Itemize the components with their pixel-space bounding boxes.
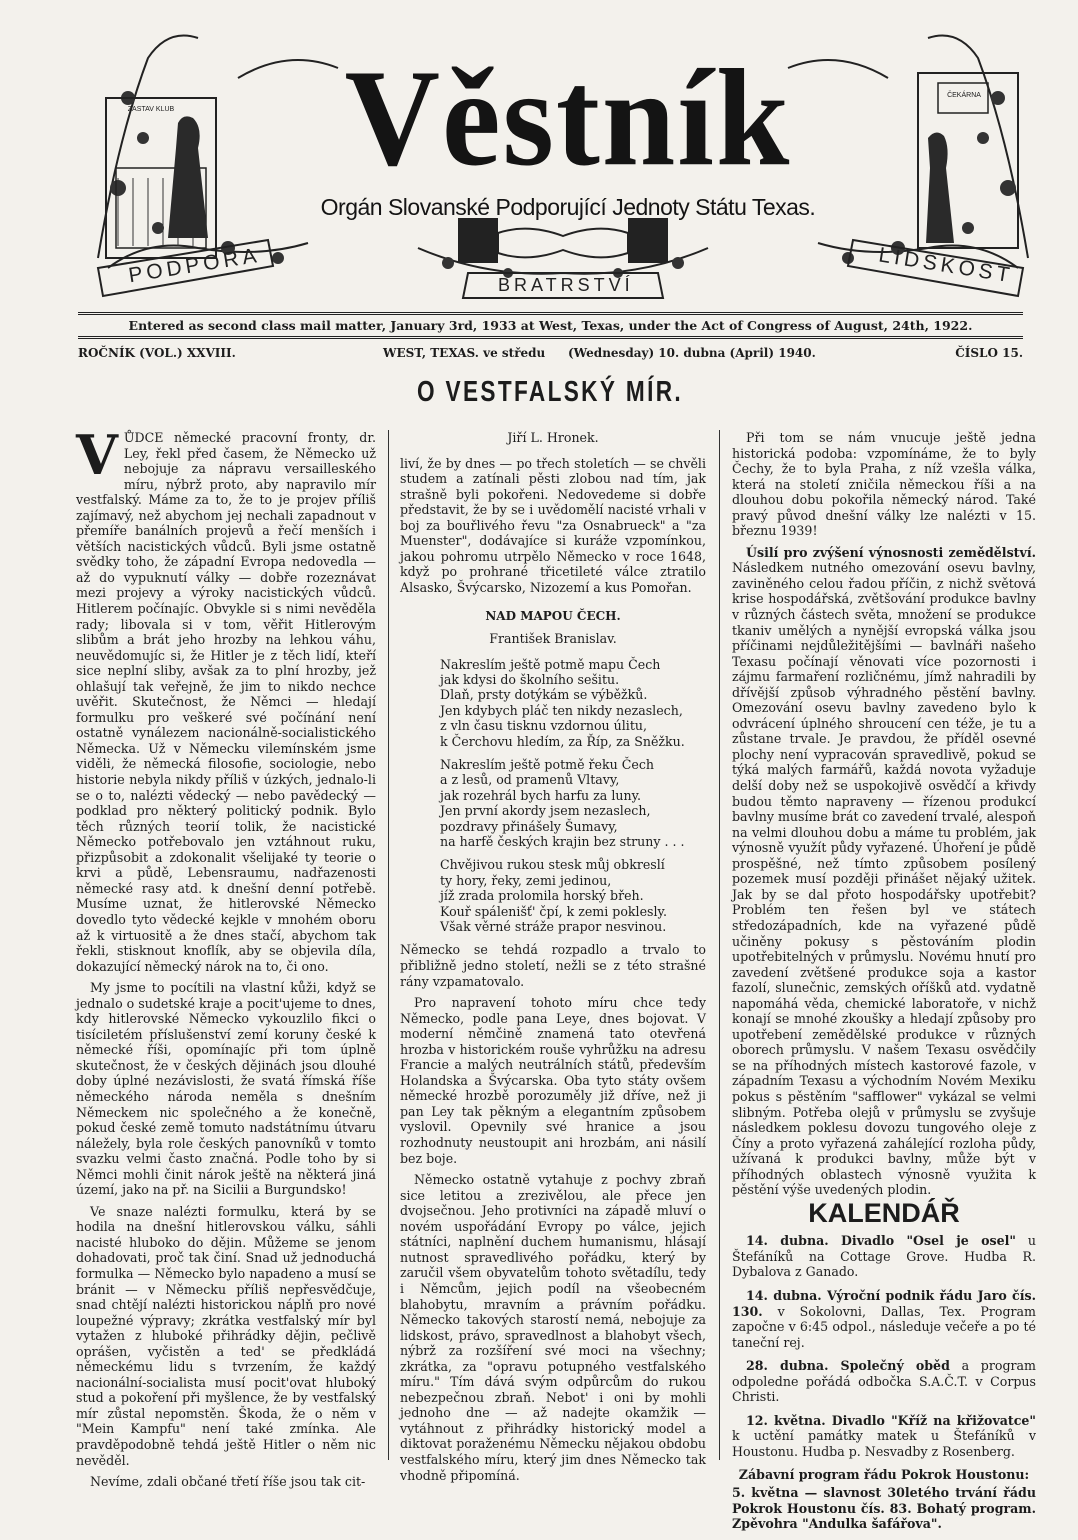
place: WEST, TEXAS. ve středu [383, 346, 546, 360]
sign-right: ČEKÁRNA [947, 92, 981, 99]
poem-stanza-3 [440, 857, 706, 934]
poem-author: František Branislav. [489, 631, 617, 647]
kalendar-item-lead: Zábavní program řádu Pokrok Houstonu: [738, 1467, 1030, 1483]
col2-para-3: Pro napravení tohoto míru chce tedy Německo, podle pana Leye, dnes bojovat. V moderní němčině znamená tato otevřená hrozba v historickém rouše vyhrůžku na adresu Francie a malých neutrálních států, především Holandska a Švýcarska. Oba tyto státy ovšem německé hrozbě porozuměly již dříve, než ji pan Ley tak pěkným a elegantním způsobem vyslovil. Opevnily své hranice a jsou rozhodnuty neustoupit ani hrozbám, ani násilí bez boje. [400, 995, 706, 1166]
date: (Wednesday) 10. dubna (April) 1940. [568, 346, 816, 360]
column-rule-1 [388, 430, 389, 1460]
kalendar-item-lead: 14. dubna. Divadlo "Osel je osel" [746, 1233, 1016, 1249]
column-1 [76, 423, 376, 1496]
kalendar-title: KALENDÁŘ [808, 1197, 960, 1228]
poem [440, 657, 706, 935]
col2-para-1: liví, že by dnes — po třech stoletích — se chvěli studem a zatínali pěsti zlobou nad tím, jak strašně byli pokořeni. Nedovedeme si dobře představit, že by se i uvědomělí nacisté vrhali v boj za bouřlivého řevu "za Osnabrueck" a "za Muenster", dodávajíce si kuráže vzpomínkou, jakou pohromu utrpělo Německo v roce 1648, když po prohrané třicetileté válce ztratilo Alsasko, Švýcarsko, Nizozemí a kus Pomořan. [400, 455, 706, 595]
column-3 [732, 430, 1036, 1540]
poem-stanza-1 [440, 657, 706, 749]
masthead-subtitle: Orgán Slovanské Podporující Jednoty Státu Texas. [320, 194, 816, 220]
poem-line: a z lesů, od pramenů Vltavy, [440, 772, 620, 788]
poem-line: Jen první akordy jsem nezaslech, [440, 803, 651, 819]
col1-para-1 [76, 423, 376, 974]
col1-para-1-text: ŮDCE německé pracovní fronty, dr. Ley, řekl před časem, že Německo už nebojuje za nápravu versailleského míru, nýbrž proto, aby napravilo mír vestfalský. Máme za to, že to je projev příliš zajímavý, než abychom jej nechali zapadnout v přemíře banálních projevů a řečí menších i větších nacistických vůdců. Byli jsme ostatně svědky toho, že západní Evropa nedovedla — až do vypuknutí války — dobře rozeznávat mezi projevy a výroky nacistických vůdců. Hitlerem počínajíc. Obvykle si s nimi nevěděla rady; libovala si v tom, věřit Hitlerovým slibům a brát jeho hrozby na lehkou váhu, neuvědomujíc si, že Hitler je z těch lidí, kteří sice neplní sliby, avšak za to plní hrozby, jež ohlašují tak veřejně, že jim to nikdo nechce uvěřit. Skutečnost, že Němci — hledají formulku pro veškeré své počínání není ostatně vynálezem nacionálně-socialistického Německa. Už v Německu vilemínském jsme viděli, že německá filosofie, sociologie, nebo historie nebyla nikdy příliš v úzkých, jednalo-li se o to, nalézti vědecký — nebo pavědecký — podklad pro některý politický podnik. Bylo těch různých teorií tolik, že nacistické Německo potřebovalo jen vztáhnout ruku, přizpůsobit a zdokonalit všelijaké ty teorie o krvi a půdě, Lebensraumu, nadřazenosti německé rasy atd. k dnešní denní potřebě. Musíme uznat, že hitlerovské Německo dovedlo tyto vědecké kejkle v mnohém oboru až k virtuositě a že dnes stačí, abychom tak řekli, stisknout knoflík, aby se objevila díla, dokazující německý nárok na to, či ono. [76, 430, 376, 974]
col1-para-3: Ve snaze nalézti formulku, která by se hodila na dnešní hitlerovskou válku, sáhli nacisté hluboko do dějin. Můžeme se jenom dohadovati, proč tak činí. Snad už jednoduchá formulka — Německo bylo napadeno a musí se bránit — v Německu příliš nepřesvědčuje, snad chtějí nalézti historickou náplň pro nové loupežné výpravy; zkrátka vestfalský mír byl vytažen z hluboké přihrádky dějin, pečlivě oprášen, vyčistěn a ted' se předkládá německému lidu s tvrzením, že každý nacionální-socialista musí pocit'ovat hluboký stud a pokoření při myšlence, že by vestfalský mír zůstal nepomstěn. Škoda, že o něm v "Mein Kampfu" není také zmínka. Ale pravděpodobně tehdá ještě Hitler o něm nic nevěděl. [76, 1203, 376, 1468]
poem-line: Dlaň, prsty dotýkám se výběžků. [440, 687, 648, 703]
volume: ROČNÍK (VOL.) XXVIII. [78, 346, 236, 360]
col2-para-2: Německo se tehdá rozpadlo a trvalo to přibližně jedno století, nežli se z této strašné rány vzpamatovalo. [400, 942, 706, 989]
poem-line: jíž zrada prolomila horský břeh. [440, 888, 644, 904]
col3-para-1: Při tom se nám vnucuje ještě jedna historická podoba: vzpomínáme, že to byly Čechy, že to byla Praha, z níž vzešla válka, která na století zničila německou říši a na dlouhou dobu pokořila německý národ. Také pravý původ dnešní války lze nalézti v 15. březnu 1939! [732, 430, 1036, 539]
poem-line: pozdravy přinášely Šumavy, [440, 818, 618, 834]
kalendar-item-lead: 14. dubna. Výroční podnik řádu Jaro čís. 130. [732, 1287, 1036, 1319]
poem-line: Chvějivou rukou stesk můj obkreslí [440, 857, 665, 873]
kalendar-item [732, 1288, 1036, 1350]
ribbon-left: PODPORA [126, 243, 262, 288]
kalendar-item-text: 5. května — slavnost 30letého trvání řádu Pokrok Houstonu čís. 83. Bohatý program. Zpěvohra "Andulka šafářova". [732, 1485, 1036, 1532]
col3-para-2-lead: Úsilí pro zvýšení výnosnosti zemědělství. [746, 544, 1036, 560]
sign-left: ZASTAV KLUB [127, 106, 175, 113]
column-2 [400, 430, 706, 1489]
col2-para-4: Německo ostatně vytahuje z pochvy zbraň sice letitou a zrezivělou, ale přece jen dvojsečnou. Jeho protivníci na západě mluví o novém uspořádání Evropy po válce, jejich státníci, naplnění duchem humanismu, hlásají nutnost spravedlivého pořádku, který by zaručil všem obyvatelům tohoto světadílu, tedy i Němcům, jejich podíl na všeobecném blahobytu, mravním a právním pořádku. Německo takových starostí nemá, nebojuje za lidskost, právo, spravedlnost a blahobyt všech, nýbrž za rozšíření své moci na všechny; zkrátka, za "opravu potupného vestfalského míru." Tím dává svým odpůrcům do rukou nebezpečnou zbraň. Nebot' i oni by mohli jednoho dne — až nadejte okamžik — vytáhnout z přihrádky historický model a diktovat poraženému Německu nějakou obdobu vestfalského míru, který jim dnes Německo tak vhodně připomíná. [400, 1172, 706, 1483]
poem-line: ty hory, řeky, zemi jedinou, [440, 872, 612, 888]
kalendar-item-text: v Sokolovni, Dallas, Tex. Program započne v 6:45 odpol., následuje večeře a po té taneční rej. [732, 1303, 1036, 1350]
article-author: Jiří L. Hronek. [507, 430, 599, 445]
col3-para-2 [732, 545, 1036, 1198]
kalendar-item [732, 1233, 1036, 1280]
poem-title: NAD MAPOU ČECH. [485, 609, 621, 624]
col1-para-4: Nevíme, zdali občané třetí říše jsou tak cit- [90, 1474, 366, 1490]
poem-line: Však věrné stráže prapor nesvinou. [440, 919, 667, 935]
col3-para-2-text: Následkem nutného omezování osevu bavlny, zaviněného celou řadou příčin, z nichž světová krise hospodářská, zvětšování produkce bavlny v různých částech světa, množení se produkce tkaniv umělých a nynější evropská válka jsou příčinami nejdůležitějšími — bavlnáři našeho Texasu počínají věnovati více pozornosti i zájmu farmaření rozličnému, jímž nahradili by dřívější způsob výhradného pěstění bavlny. Omezování osevu bavlny zavedeno bylo k odvrácení úplného shroucení cen téže, je tu a zůstane trvale. Je pravdou, že příděl osevné plochy není vypracován spravedlivě, pokud se týká malých farmářů, každá novota vyžaduje delší doby než se uspokojivě osvědčí a křivdy budou těmto napraveny — řízenou produkcí bavlny musíme brát co zavedení trvalé, alespoň na velmi dlouhou dobu a máme tu problém, jak výnosně využít půdy vyřazené. Úhoření je půdě prospěšné, než tímto způsobem posílený pozemek musí později přinášet nějaký užitek. Jak by se dal přoto hospodářsky upotřebit? Problém ten řešen byl ve státech středozápadních, kde na vyřazené půdě učiněny pokusy s pěstováním plodin upotřebitelných v průmyslu. Novému hnutí pro zavedení zvětšené produkce soja a kastor fazolí, slunečnic, zemských oříšků atd. vydatně napomáhá věda, chemické laboratoře, v nichž konají se mnohé zkoušky a hledají způsoby pro upotřebení zemědělské produkce v různých oborech průmyslu. V našem Texasu osvědčily se na příhodných místech kastorové fazole, v západním Texasu a východním Novém Mexiku pokus s pěstěním "safflower" vykázal se velmi slibným. Potřeba olejů v průmyslu se zvyšuje následkem poklesu dovozu tungového oleje z Číny a proto vyřazená zahálející rozloha půdy, užívaná k produkci bavlny, může být v příhodných oblastech výnosně využita k pěstění výše uvedených plodin. [732, 560, 1036, 1198]
issue-number: ČÍSLO 15. [955, 346, 1023, 360]
column-rule-2 [719, 430, 720, 1460]
poem-stanza-2 [440, 757, 706, 849]
poem-line: Nakreslím ještě potmě mapu Čech [440, 656, 661, 672]
kalendar-item-text: k uctění památky matek u Štefáníků v Houstonu. Hudba p. Nesvadby z Rosenberg. [732, 1428, 1036, 1459]
ribbon-right: LIDSKOST [877, 243, 1015, 288]
kalendar-item-text: u Štefáníků na Cottage Grove. Hudba R. Dybalova z Ganado. [732, 1233, 1036, 1280]
kalendar-item-heading [732, 1467, 1036, 1483]
col1-para-2: My jsme to pocítili na vlastní kůži, když se jednalo o sudetské kraje a pocit'ujeme to dnes, kdy hitlerovské Německo vykouzlilo fikci o tisíciletém příslušenství zemí koruny české k německé říši, opomínajíc při tom úplně skutečnost, že v českých dějinách jsou dlouhé doby úplné nezávislosti, že svatá římská říše německého národa neměla s dnešním Německem nic společného a že konečně, pokud české země tomuto nadstátnímu útvaru náležely, byla role českých panovníků v tomto svazku velmi často značná. Podle toho by si Němci mohli činit nárok ještě na některá jiná území, jako na př. na Sicilii a Burgundsko! [76, 980, 376, 1198]
kalendar-item-lead: 12. května. Divadlo "Kříž na křižovatce" [746, 1412, 1036, 1428]
poem-line: na harfě českých krajin bez struny . . . [440, 834, 685, 850]
drop-cap: V [76, 423, 118, 487]
kalendar-item [732, 1413, 1036, 1460]
issue-info [78, 346, 1023, 364]
kalendar-item [732, 1358, 1036, 1405]
poem-line: z vln času tisknu vzdornou úlitu, [440, 718, 648, 734]
masthead [88, 18, 1038, 308]
poem-line: Nakreslím ještě potmě řeku Čech [440, 757, 655, 772]
masthead-title: Věstník [344, 40, 792, 195]
ribbon-center: BRATRSTVÍ [498, 275, 634, 295]
kalendar-item-text: a program odpoledne pořádá odbočka S.A.Č.T. v Corpus Christi. [732, 1358, 1036, 1405]
kalendar-item-lead: 28. dubna. Společný oběd [746, 1358, 950, 1374]
poem-line: Kouř spálenišť' čpí, k zemi poklesly. [440, 903, 667, 919]
headline: O VESTFALSKÝ MÍR. [416, 376, 684, 408]
entry-line: Entered as second class mail matter, January 3rd, 1933 at West, Texas, under the Act of Congress of August, 24th, 1922. [78, 312, 1023, 339]
poem-line: jak rozehrál bych harfu za luny. [440, 787, 642, 803]
poem-line: jak kdysi do školního sešitu. [440, 671, 620, 687]
poem-line: Jen kdybych pláč ten nikdy nezaslech, [440, 702, 683, 718]
poem-line: k Čerchovu hledím, za Říp, za Sněžku. [440, 733, 685, 749]
